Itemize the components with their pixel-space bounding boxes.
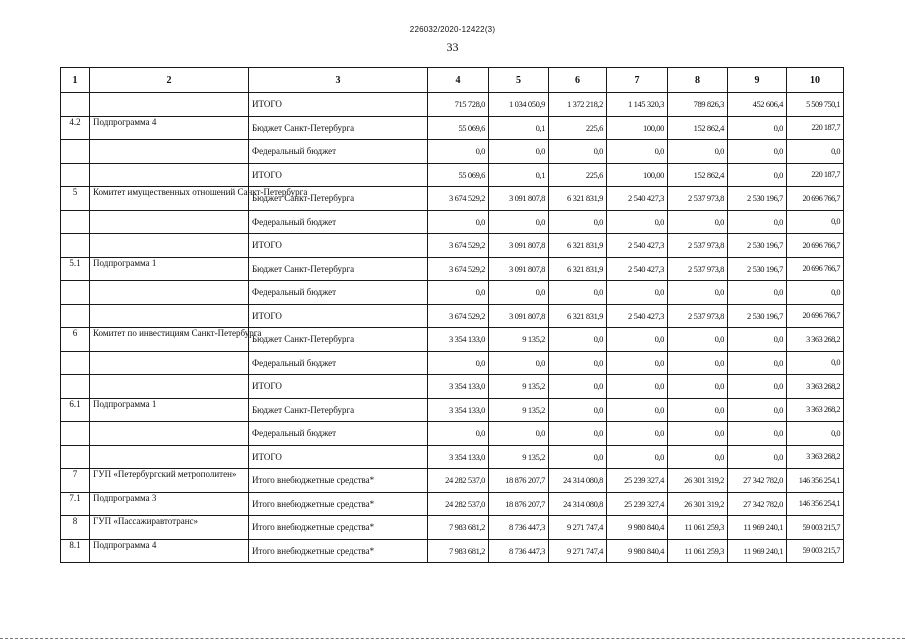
value-cell-col-10: 0,0 bbox=[787, 281, 844, 305]
value-cell-col-6: 0,0 bbox=[549, 281, 607, 305]
value-cell-col-10: 20 696 766,7 bbox=[787, 187, 844, 211]
value-cell-col-10: 146 356 254,1 bbox=[787, 492, 844, 516]
row-name-cell bbox=[90, 163, 249, 187]
value-cell-col-9: 2 530 196,7 bbox=[728, 187, 787, 211]
value-cell-col-7: 0,0 bbox=[607, 140, 668, 164]
funding-source-cell: Бюджет Санкт-Петербурга bbox=[249, 116, 428, 140]
funding-source-cell: Итого внебюджетные средства* bbox=[249, 492, 428, 516]
value-cell-col-4: 0,0 bbox=[428, 351, 489, 375]
table-row bbox=[61, 234, 844, 258]
funding-source-cell: ИТОГО bbox=[249, 234, 428, 258]
row-name-cell: ГУП «Петербургский метрополитен» bbox=[90, 469, 249, 493]
value-cell-col-10: 0,0 bbox=[787, 210, 844, 234]
value-cell-col-6: 6 321 831,9 bbox=[549, 257, 607, 281]
value-cell-col-6: 0,0 bbox=[549, 210, 607, 234]
table-row bbox=[61, 163, 844, 187]
row-name-cell bbox=[90, 304, 249, 328]
row-name-cell: Подпрограмма 4 bbox=[90, 539, 249, 563]
column-header-1: 1 bbox=[61, 68, 90, 93]
value-cell-col-8: 26 301 319,2 bbox=[668, 492, 728, 516]
table-row bbox=[61, 187, 844, 211]
value-cell-col-10: 3 363 268,2 bbox=[787, 398, 844, 422]
value-cell-col-7: 100,00 bbox=[607, 163, 668, 187]
value-cell-col-6: 0,0 bbox=[549, 351, 607, 375]
column-header-5: 5 bbox=[489, 68, 549, 93]
table-row bbox=[61, 257, 844, 281]
table-row bbox=[61, 351, 844, 375]
row-index-cell bbox=[61, 163, 90, 187]
value-cell-col-4: 3 674 529,2 bbox=[428, 234, 489, 258]
row-index-cell: 6.1 bbox=[61, 398, 90, 422]
value-cell-col-7: 0,0 bbox=[607, 398, 668, 422]
value-cell-col-9: 2 530 196,7 bbox=[728, 304, 787, 328]
value-cell-col-9: 0,0 bbox=[728, 445, 787, 469]
funding-source-cell: Федеральный бюджет bbox=[249, 210, 428, 234]
value-cell-col-10: 20 696 766,7 bbox=[787, 234, 844, 258]
row-name-cell bbox=[90, 281, 249, 305]
value-cell-col-7: 0,0 bbox=[607, 281, 668, 305]
column-header-4: 4 bbox=[428, 68, 489, 93]
value-cell-col-9: 11 969 240,1 bbox=[728, 539, 787, 563]
value-cell-col-10: 59 003 215,7 bbox=[787, 539, 844, 563]
value-cell-col-10: 0,0 bbox=[787, 351, 844, 375]
funding-source-cell: ИТОГО bbox=[249, 93, 428, 117]
value-cell-col-8: 789 826,3 bbox=[668, 93, 728, 117]
value-cell-col-4: 55 069,6 bbox=[428, 116, 489, 140]
value-cell-col-5: 9 135,2 bbox=[489, 328, 549, 352]
row-index-cell: 5.1 bbox=[61, 257, 90, 281]
value-cell-col-10: 0,0 bbox=[787, 422, 844, 446]
row-index-cell bbox=[61, 351, 90, 375]
value-cell-col-9: 2 530 196,7 bbox=[728, 234, 787, 258]
value-cell-col-8: 11 061 259,3 bbox=[668, 516, 728, 540]
row-index-cell: 8 bbox=[61, 516, 90, 540]
page-number: 33 bbox=[446, 40, 459, 54]
table-row bbox=[61, 539, 844, 563]
value-cell-col-5: 0,0 bbox=[489, 281, 549, 305]
row-name-cell bbox=[90, 140, 249, 164]
value-cell-col-7: 0,0 bbox=[607, 445, 668, 469]
value-cell-col-4: 3 354 133,0 bbox=[428, 398, 489, 422]
value-cell-col-10: 146 356 254,1 bbox=[787, 469, 844, 493]
value-cell-col-6: 0,0 bbox=[549, 422, 607, 446]
value-cell-col-7: 100,00 bbox=[607, 116, 668, 140]
value-cell-col-4: 3 674 529,2 bbox=[428, 304, 489, 328]
value-cell-col-5: 0,1 bbox=[489, 163, 549, 187]
value-cell-col-5: 3 091 807,8 bbox=[489, 234, 549, 258]
value-cell-col-5: 0,1 bbox=[489, 116, 549, 140]
value-cell-col-10: 3 363 268,2 bbox=[787, 328, 844, 352]
funding-source-cell: Итого внебюджетные средства* bbox=[249, 516, 428, 540]
value-cell-col-10: 20 696 766,7 bbox=[787, 304, 844, 328]
value-cell-col-8: 2 537 973,8 bbox=[668, 257, 728, 281]
column-header-3: 3 bbox=[249, 68, 428, 93]
value-cell-col-8: 0,0 bbox=[668, 351, 728, 375]
value-cell-col-10: 20 696 766,7 bbox=[787, 257, 844, 281]
row-index-cell: 7 bbox=[61, 469, 90, 493]
table-row bbox=[61, 210, 844, 234]
value-cell-col-5: 3 091 807,8 bbox=[489, 187, 549, 211]
value-cell-col-7: 0,0 bbox=[607, 422, 668, 446]
row-name-cell bbox=[90, 351, 249, 375]
row-name-cell: Подпрограмма 1 bbox=[90, 257, 249, 281]
value-cell-col-7: 2 540 427,3 bbox=[607, 304, 668, 328]
value-cell-col-8: 26 301 319,2 bbox=[668, 469, 728, 493]
row-name-cell bbox=[90, 445, 249, 469]
table-row bbox=[61, 140, 844, 164]
column-header-6: 6 bbox=[549, 68, 607, 93]
value-cell-col-9: 0,0 bbox=[728, 328, 787, 352]
table-row bbox=[61, 281, 844, 305]
row-name-cell: Подпрограмма 3 bbox=[90, 492, 249, 516]
funding-source-cell: ИТОГО bbox=[249, 163, 428, 187]
row-name-cell bbox=[90, 422, 249, 446]
value-cell-col-7: 2 540 427,3 bbox=[607, 234, 668, 258]
value-cell-col-5: 9 135,2 bbox=[489, 375, 549, 399]
funding-source-cell: ИТОГО bbox=[249, 304, 428, 328]
funding-source-cell: Бюджет Санкт-Петербурга bbox=[249, 398, 428, 422]
table-row bbox=[61, 469, 844, 493]
value-cell-col-7: 9 980 840,4 bbox=[607, 539, 668, 563]
value-cell-col-7: 1 145 320,3 bbox=[607, 93, 668, 117]
value-cell-col-10: 5 509 750,1 bbox=[787, 93, 844, 117]
table-row bbox=[61, 492, 844, 516]
value-cell-col-4: 3 674 529,2 bbox=[428, 187, 489, 211]
funding-source-cell: Итого внебюджетные средства* bbox=[249, 539, 428, 563]
value-cell-col-5: 0,0 bbox=[489, 210, 549, 234]
row-index-cell bbox=[61, 375, 90, 399]
row-name-cell: ГУП «Пассажиравтотранс» bbox=[90, 516, 249, 540]
row-index-cell: 5 bbox=[61, 187, 90, 211]
column-header-2: 2 bbox=[90, 68, 249, 93]
row-index-cell bbox=[61, 93, 90, 117]
value-cell-col-6: 0,0 bbox=[549, 445, 607, 469]
row-name-cell: Комитет имущественных отношений Санкт-Петербурга bbox=[90, 187, 249, 211]
value-cell-col-9: 0,0 bbox=[728, 140, 787, 164]
value-cell-col-9: 0,0 bbox=[728, 375, 787, 399]
row-index-cell bbox=[61, 304, 90, 328]
table-row bbox=[61, 304, 844, 328]
funding-source-cell: Бюджет Санкт-Петербурга bbox=[249, 328, 428, 352]
row-name-cell bbox=[90, 234, 249, 258]
value-cell-col-7: 0,0 bbox=[607, 351, 668, 375]
row-name-cell bbox=[90, 375, 249, 399]
value-cell-col-5: 0,0 bbox=[489, 351, 549, 375]
row-index-cell bbox=[61, 445, 90, 469]
value-cell-col-5: 9 135,2 bbox=[489, 398, 549, 422]
value-cell-col-8: 0,0 bbox=[668, 375, 728, 399]
header-row bbox=[61, 68, 844, 93]
value-cell-col-9: 0,0 bbox=[728, 398, 787, 422]
value-cell-col-8: 0,0 bbox=[668, 210, 728, 234]
table-header bbox=[61, 68, 844, 93]
value-cell-col-7: 9 980 840,4 bbox=[607, 516, 668, 540]
value-cell-col-10: 3 363 268,2 bbox=[787, 375, 844, 399]
value-cell-col-8: 0,0 bbox=[668, 398, 728, 422]
row-name-cell: Подпрограмма 1 bbox=[90, 398, 249, 422]
value-cell-col-7: 2 540 427,3 bbox=[607, 257, 668, 281]
value-cell-col-8: 0,0 bbox=[668, 445, 728, 469]
value-cell-col-5: 18 876 207,7 bbox=[489, 492, 549, 516]
value-cell-col-8: 0,0 bbox=[668, 328, 728, 352]
value-cell-col-5: 0,0 bbox=[489, 422, 549, 446]
value-cell-col-8: 152 862,4 bbox=[668, 116, 728, 140]
value-cell-col-8: 0,0 bbox=[668, 422, 728, 446]
value-cell-col-9: 11 969 240,1 bbox=[728, 516, 787, 540]
row-index-cell: 4.2 bbox=[61, 116, 90, 140]
funding-source-cell: ИТОГО bbox=[249, 375, 428, 399]
funding-source-cell: Бюджет Санкт-Петербурга bbox=[249, 257, 428, 281]
value-cell-col-10: 59 003 215,7 bbox=[787, 516, 844, 540]
value-cell-col-8: 0,0 bbox=[668, 281, 728, 305]
value-cell-col-4: 24 282 537,0 bbox=[428, 469, 489, 493]
document-id: 226032/2020-12422(3) bbox=[409, 25, 496, 34]
value-cell-col-7: 0,0 bbox=[607, 375, 668, 399]
row-index-cell: 6 bbox=[61, 328, 90, 352]
value-cell-col-9: 27 342 782,0 bbox=[728, 492, 787, 516]
row-index-cell bbox=[61, 422, 90, 446]
column-header-7: 7 bbox=[607, 68, 668, 93]
value-cell-col-9: 0,0 bbox=[728, 163, 787, 187]
value-cell-col-9: 0,0 bbox=[728, 351, 787, 375]
value-cell-col-7: 25 239 327,4 bbox=[607, 469, 668, 493]
value-cell-col-6: 0,0 bbox=[549, 375, 607, 399]
funding-source-cell: Итого внебюджетные средства* bbox=[249, 469, 428, 493]
value-cell-col-4: 24 282 537,0 bbox=[428, 492, 489, 516]
table-row bbox=[61, 328, 844, 352]
value-cell-col-8: 2 537 973,8 bbox=[668, 304, 728, 328]
row-name-cell bbox=[90, 210, 249, 234]
value-cell-col-6: 6 321 831,9 bbox=[549, 187, 607, 211]
value-cell-col-5: 8 736 447,3 bbox=[489, 539, 549, 563]
value-cell-col-9: 0,0 bbox=[728, 210, 787, 234]
value-cell-col-4: 0,0 bbox=[428, 422, 489, 446]
value-cell-col-4: 0,0 bbox=[428, 210, 489, 234]
value-cell-col-9: 0,0 bbox=[728, 281, 787, 305]
funding-source-cell: ИТОГО bbox=[249, 445, 428, 469]
value-cell-col-6: 0,0 bbox=[549, 328, 607, 352]
value-cell-col-10: 220 187,7 bbox=[787, 163, 844, 187]
row-index-cell: 8.1 bbox=[61, 539, 90, 563]
table-row bbox=[61, 422, 844, 446]
row-index-cell: 7.1 bbox=[61, 492, 90, 516]
value-cell-col-8: 2 537 973,8 bbox=[668, 234, 728, 258]
value-cell-col-6: 0,0 bbox=[549, 398, 607, 422]
table-row bbox=[61, 398, 844, 422]
value-cell-col-4: 3 354 133,0 bbox=[428, 375, 489, 399]
table-row bbox=[61, 375, 844, 399]
value-cell-col-8: 152 862,4 bbox=[668, 163, 728, 187]
value-cell-col-10: 3 363 268,2 bbox=[787, 445, 844, 469]
value-cell-col-6: 24 314 080,8 bbox=[549, 469, 607, 493]
value-cell-col-7: 2 540 427,3 bbox=[607, 187, 668, 211]
value-cell-col-5: 8 736 447,3 bbox=[489, 516, 549, 540]
value-cell-col-5: 3 091 807,8 bbox=[489, 257, 549, 281]
value-cell-col-4: 3 354 133,0 bbox=[428, 445, 489, 469]
value-cell-col-9: 0,0 bbox=[728, 422, 787, 446]
value-cell-col-6: 6 321 831,9 bbox=[549, 304, 607, 328]
value-cell-col-6: 0,0 bbox=[549, 140, 607, 164]
value-cell-col-4: 0,0 bbox=[428, 281, 489, 305]
value-cell-col-4: 0,0 bbox=[428, 140, 489, 164]
value-cell-col-6: 9 271 747,4 bbox=[549, 516, 607, 540]
row-name-cell bbox=[90, 93, 249, 117]
funding-source-cell: Федеральный бюджет bbox=[249, 281, 428, 305]
value-cell-col-4: 7 983 681,2 bbox=[428, 539, 489, 563]
funding-source-cell: Бюджет Санкт-Петербурга bbox=[249, 187, 428, 211]
column-header-8: 8 bbox=[668, 68, 728, 93]
value-cell-col-7: 0,0 bbox=[607, 210, 668, 234]
value-cell-col-5: 0,0 bbox=[489, 140, 549, 164]
value-cell-col-4: 7 983 681,2 bbox=[428, 516, 489, 540]
row-name-cell: Подпрограмма 4 bbox=[90, 116, 249, 140]
value-cell-col-8: 2 537 973,8 bbox=[668, 187, 728, 211]
value-cell-col-6: 225,6 bbox=[549, 116, 607, 140]
value-cell-col-4: 3 354 133,0 bbox=[428, 328, 489, 352]
funding-source-cell: Федеральный бюджет bbox=[249, 422, 428, 446]
value-cell-col-9: 0,0 bbox=[728, 116, 787, 140]
row-index-cell bbox=[61, 281, 90, 305]
value-cell-col-5: 1 034 050,9 bbox=[489, 93, 549, 117]
value-cell-col-9: 2 530 196,7 bbox=[728, 257, 787, 281]
value-cell-col-4: 715 728,0 bbox=[428, 93, 489, 117]
table-row bbox=[61, 93, 844, 117]
value-cell-col-5: 3 091 807,8 bbox=[489, 304, 549, 328]
value-cell-col-8: 0,0 bbox=[668, 140, 728, 164]
row-index-cell bbox=[61, 210, 90, 234]
value-cell-col-4: 3 674 529,2 bbox=[428, 257, 489, 281]
row-index-cell bbox=[61, 234, 90, 258]
value-cell-col-8: 11 061 259,3 bbox=[668, 539, 728, 563]
table-row bbox=[61, 445, 844, 469]
value-cell-col-6: 1 372 218,2 bbox=[549, 93, 607, 117]
column-header-10: 10 bbox=[787, 68, 844, 93]
value-cell-col-7: 25 239 327,4 bbox=[607, 492, 668, 516]
value-cell-col-5: 9 135,2 bbox=[489, 445, 549, 469]
value-cell-col-9: 27 342 782,0 bbox=[728, 469, 787, 493]
row-name-cell: Комитет по инвестициям Санкт-Петербурга bbox=[90, 328, 249, 352]
table-row bbox=[61, 116, 844, 140]
table-body bbox=[61, 93, 844, 563]
value-cell-col-5: 18 876 207,7 bbox=[489, 469, 549, 493]
value-cell-col-6: 24 314 080,8 bbox=[549, 492, 607, 516]
value-cell-col-4: 55 069,6 bbox=[428, 163, 489, 187]
value-cell-col-10: 220 187,7 bbox=[787, 116, 844, 140]
value-cell-col-6: 6 321 831,9 bbox=[549, 234, 607, 258]
value-cell-col-7: 0,0 bbox=[607, 328, 668, 352]
funding-source-cell: Федеральный бюджет bbox=[249, 140, 428, 164]
row-index-cell bbox=[61, 140, 90, 164]
value-cell-col-6: 9 271 747,4 bbox=[549, 539, 607, 563]
funding-source-cell: Федеральный бюджет bbox=[249, 351, 428, 375]
budget-table bbox=[60, 67, 844, 563]
column-header-9: 9 bbox=[728, 68, 787, 93]
value-cell-col-9: 452 606,4 bbox=[728, 93, 787, 117]
value-cell-col-6: 225,6 bbox=[549, 163, 607, 187]
table-row bbox=[61, 516, 844, 540]
value-cell-col-10: 0,0 bbox=[787, 140, 844, 164]
